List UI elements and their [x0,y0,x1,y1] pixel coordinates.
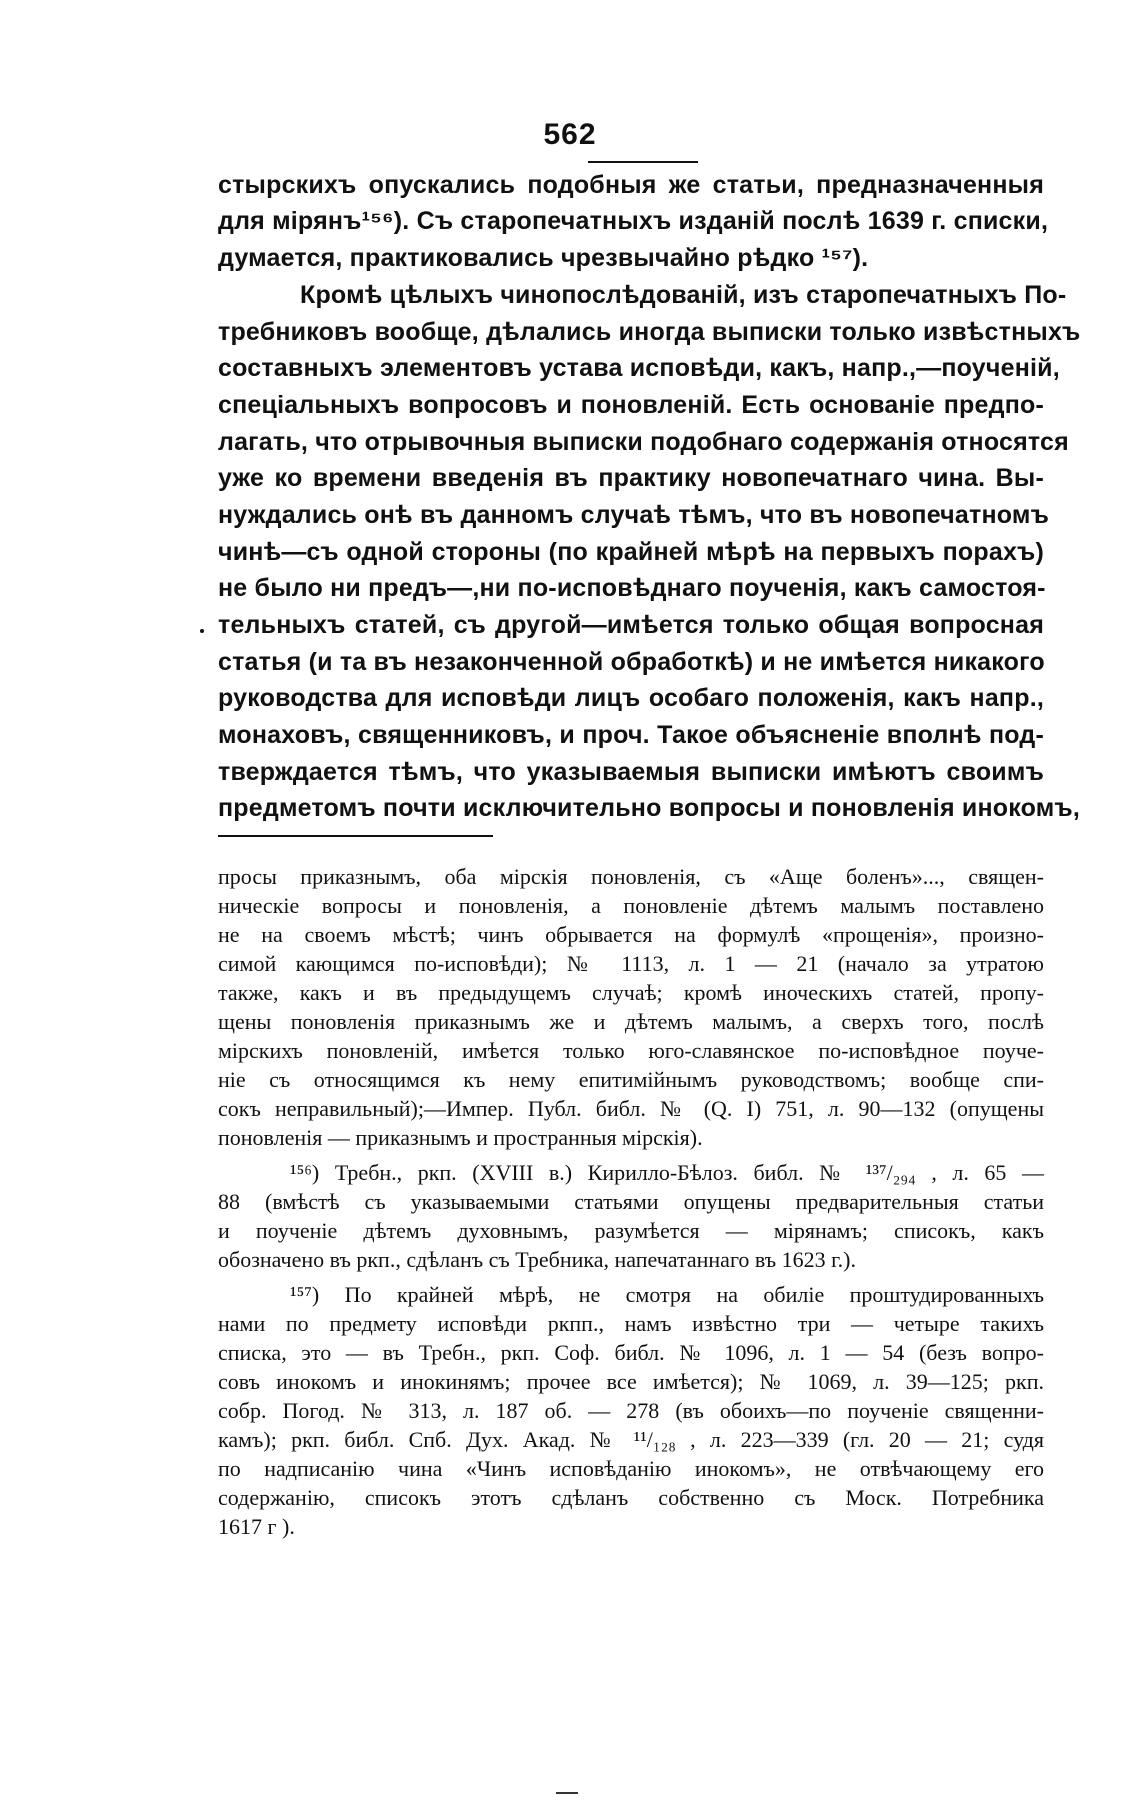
main-text-line: лагать, что отрывочныя выписки подобнаго содержанія относятся [218,428,1069,456]
main-text-line: не было ни предъ—,ни по-исповѣднаго поученія, какъ самостоя- [218,574,1046,602]
footnote-line: собр. Погод. № 313, л. 187 об. — 278 (въ обоихъ—по поученіе священни- [218,1398,1044,1423]
main-text-line: думается, практиковались чрезвычайно рѣдко ¹⁵⁷). [218,244,869,272]
footnote-line: сокъ неправильный);—Импер. Публ. библ. № (Q. I) 751, л. 90—132 (опущены [218,1096,1044,1121]
main-text-line: чинѣ—съ одной стороны (по крайней мѣрѣ на первыхъ порахъ) [218,538,1044,566]
footnote-line: ническіе вопросы и поновленія, а поновленіе дѣтемъ малымъ поставлено [218,893,1044,918]
main-text-line: Кромѣ цѣлыхъ чинопослѣдованій, изъ старопечатныхъ По- [300,281,1067,309]
footnote-157-line: ¹⁵⁷) По крайней мѣрѣ, не смотря на обиліе проштудированныхъ [290,1282,1044,1307]
footnote-line: щены поновленія приказнымъ же и дѣтемъ малымъ, а сверхъ того, послѣ [218,1009,1044,1034]
footnote-line: по надписанію чина «Чинъ исповѣданію инокомъ», не отвѣчающему его [218,1456,1044,1481]
footnote-line: содержанію, списокъ этотъ сдѣланъ собственно съ Моск. Потребника [218,1485,1044,1510]
main-text-line: составныхъ элементовъ устава исповѣди, какъ, напр.,—поученій, [218,354,1060,382]
footnote-line: 88 (вмѣстѣ съ указываемыми статьями опущены предварительныя статьи [218,1189,1044,1214]
main-text-line: руководства для исповѣди лицъ особаго положенія, какъ напр., [218,684,1044,712]
edge-mark [200,629,204,633]
main-text-line: стырскихъ опускались подобныя же статьи, предназначенныя [218,171,1044,199]
main-text-line: спеціальныхъ вопросовъ и поновленій. Есть основаніе предпо- [218,391,1044,419]
main-text-line: монаховъ, священниковъ, и проч. Такое объясненіе вполнѣ под- [218,721,1044,749]
footnote-line: просы приказнымъ, оба мірскія поновленія, съ «Аще боленъ»..., священ- [218,864,1044,889]
footnote-line: мірскихъ поновленій, имѣется только юго-славянское по-исповѣдное поуче- [218,1038,1044,1063]
footnote-line: нами по предмету исповѣди ркпп., намъ извѣстно три — четыре такихъ [218,1311,1044,1336]
footnote-line: поновленія — приказнымъ и пространныя мірскія). [218,1125,703,1150]
footnote-156-line: ¹⁵⁶) Требн., ркп. (XVIII в.) Кирилло-Бѣлоз. библ. № ¹³⁷/₂₉₄ , л. 65 — [290,1160,1044,1185]
footnote-line: 1617 г ). [218,1514,295,1539]
footnote-line: обозначено въ ркп., сдѣланъ съ Требника, напечатаннаго въ 1623 г.). [218,1247,856,1272]
footnote-divider [218,835,493,837]
bottom-mark [556,1792,578,1794]
footnote-line: ніе съ относящимся къ нему епитимійнымъ руководствомъ; вообще спи- [218,1067,1044,1092]
footnote-line: не на своемъ мѣстѣ; чинъ обрывается на формулѣ «прощенія», произно- [218,922,1044,947]
main-text-line: предметомъ почти исключительно вопросы и поновленія инокомъ, [218,794,1080,822]
footnote-line: и поученіе дѣтемъ духовнымъ, разумѣется — мірянамъ; списокъ, какъ [218,1218,1044,1243]
main-text-line: нуждались онѣ въ данномъ случаѣ тѣмъ, что въ новопечатномъ [218,501,1050,529]
page-number: 562 [543,118,597,151]
main-text-line: уже ко времени введенія въ практику новопечатнаго чина. Вы- [218,464,1044,492]
main-text-line: тверждается тѣмъ, что указываемыя выписки имѣютъ своимъ [218,758,1044,786]
footnote-line: симой кающимся по-исповѣди); № 1113, л. 1 — 21 (начало за утратою [218,951,1044,976]
footnote-line: списка, это — въ Требн., ркп. Соф. библ. № 1096, л. 1 — 54 (безъ вопро- [218,1340,1044,1365]
footnote-line: также, какъ и въ предыдущемъ случаѣ; кромѣ иноческихъ статей, пропу- [218,980,1044,1005]
footnote-line: камъ); ркп. библ. Спб. Дух. Акад. № ¹¹/₁₂₈ , л. 223—339 (гл. 20 — 21; судя [218,1427,1044,1452]
main-text-line: для мірянъ¹⁵⁶). Съ старопечатныхъ изданій послѣ 1639 г. списки, [218,207,1049,235]
footnote-line: совъ инокомъ и инокинямъ; прочее все имѣется); № 1069, л. 39—125; ркп. [218,1369,1044,1394]
main-text-line: статья (и та въ незаконченной обработкѣ) и не имѣется никакого [218,648,1045,676]
main-text-line: тельныхъ статей, съ другой—имѣется только общая вопросная [218,611,1044,639]
page-number-underline [588,161,698,163]
main-text-line: требниковъ вообще, дѣлались иногда выписки только извѣстныхъ [218,318,1081,346]
